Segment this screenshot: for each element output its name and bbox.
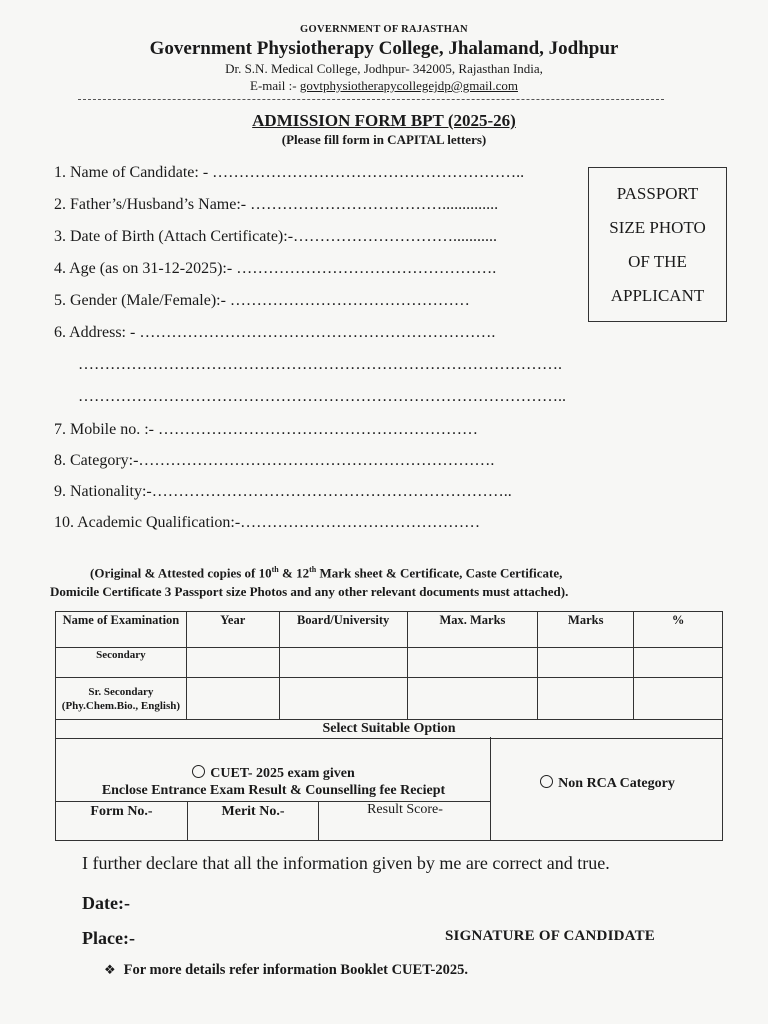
college-name: Government Physiotherapy College, Jhalamand, Jodhpur <box>149 38 619 59</box>
field-dob[interactable]: 3. Date of Birth (Attach Certificate):-…………………………........... <box>54 228 498 245</box>
header-year: Year <box>186 612 279 648</box>
field-name[interactable]: 1. Name of Candidate: - ………………………………………………….. <box>54 164 525 181</box>
non-rca-label: Non RCA Category <box>558 776 675 791</box>
table-cell[interactable] <box>634 648 723 678</box>
table-cell[interactable] <box>538 678 634 720</box>
option-heading-row <box>56 720 723 739</box>
form-no-field[interactable]: Form No.- <box>56 802 188 840</box>
photo-label-2: SIZE PHOTO <box>609 217 706 237</box>
table-cell[interactable] <box>407 648 538 678</box>
select-option-heading: Select Suitable Option <box>56 720 723 739</box>
table-header-row <box>56 612 723 648</box>
photo-label-1: PASSPORT <box>616 183 699 203</box>
cuet-label: CUET- 2025 exam given <box>210 766 355 781</box>
form-subtitle: (Please fill form in CAPITAL letters) <box>281 132 487 147</box>
declaration-text: I further declare that all the information given by me are correct and true. <box>82 853 610 873</box>
documents-note-line-1: (Original & Attested copies of 10th & 12th Mark sheet & Certificate, Caste Certificate, <box>90 565 563 581</box>
footer-note <box>104 962 468 979</box>
header-marks: Marks <box>538 612 634 648</box>
footer-text: For more details refer information Booklet CUET-2025. <box>123 962 468 978</box>
form-title: ADMISSION FORM BPT (2025-26) <box>252 111 516 130</box>
table-row <box>56 678 723 720</box>
passport-photo-box <box>588 167 727 322</box>
cuet-option-panel <box>56 737 491 840</box>
place-label[interactable]: Place:- <box>82 928 135 948</box>
row-label-secondary: Secondary <box>56 648 187 678</box>
marks-table <box>55 611 723 739</box>
date-label[interactable]: Date:- <box>82 893 130 913</box>
government-heading: GOVERNMENT OF RAJASTHAN <box>300 24 468 35</box>
documents-note-line-2: Domicile Certificate 3 Passport size Photos and any other relevant documents must attached). <box>50 584 569 600</box>
field-nationality[interactable]: 9. Nationality:-………………………………………………………….. <box>54 483 512 500</box>
college-address: Dr. S.N. Medical College, Jodhpur- 342005, Rajasthan India, <box>225 61 543 76</box>
header-name-of-examination: Name of Examination <box>56 612 187 648</box>
photo-label-3: OF THE <box>628 251 687 271</box>
email-line <box>0 78 768 94</box>
photo-label-4: APPLICANT <box>610 285 705 305</box>
field-category[interactable]: 8. Category:-…………………………………………………………. <box>54 452 495 469</box>
row-label-sr-secondary: Sr. Secondary (Phy.Chem.Bio., English) <box>56 678 187 720</box>
options-box <box>55 737 723 841</box>
field-mobile[interactable]: 7. Mobile no. :- …………………………………………………… <box>54 421 478 438</box>
non-rca-radio-option[interactable] <box>491 775 724 792</box>
signature-label: SIGNATURE OF CANDIDATE <box>445 928 655 944</box>
header-percent: % <box>634 612 723 648</box>
header-max-marks: Max. Marks <box>407 612 538 648</box>
field-age[interactable]: 4. Age (as on 31-12-2025):- …………………………………………. <box>54 260 497 277</box>
table-cell[interactable] <box>538 648 634 678</box>
cuet-details-row <box>56 801 491 840</box>
field-address[interactable]: 6. Address: - …………………………………………………………. <box>54 324 496 341</box>
table-cell[interactable] <box>186 678 279 720</box>
table-cell[interactable] <box>279 678 407 720</box>
cuet-enclose-note: Enclose Entrance Exam Result & Counselling fee Reciept <box>101 783 446 798</box>
field-gender[interactable]: 5. Gender (Male/Female):- ……………………………………… <box>54 292 470 309</box>
table-cell[interactable] <box>634 678 723 720</box>
table-cell[interactable] <box>279 648 407 678</box>
field-father-name[interactable]: 2. Father’s/Husband’s Name:- ……………………………….............. <box>54 196 499 213</box>
header-divider <box>78 99 664 100</box>
table-cell[interactable] <box>186 648 279 678</box>
diamond-bullet-icon: ❖ <box>104 963 116 978</box>
email-link[interactable]: govtphysiotherapycollegejdp@gmail.com <box>299 78 518 93</box>
documents-note <box>50 560 700 601</box>
email-label: E-mail :- <box>250 78 300 93</box>
result-score-field[interactable]: Result Score- <box>367 802 443 817</box>
header-board: Board/University <box>279 612 407 648</box>
table-cell[interactable] <box>407 678 538 720</box>
address-line-3[interactable]: ……………………………………………………………………………….. <box>78 388 566 405</box>
address-line-2[interactable]: ………………………………………………………………………………. <box>78 356 562 373</box>
field-academic-qualification[interactable]: 10. Academic Qualification:-……………………………………… <box>54 514 481 531</box>
cuet-radio-option[interactable] <box>56 765 491 782</box>
table-row <box>56 648 723 678</box>
radio-circle-icon[interactable] <box>540 775 553 788</box>
radio-circle-icon[interactable] <box>192 765 205 778</box>
merit-no-field[interactable]: Merit No.- <box>188 802 319 840</box>
